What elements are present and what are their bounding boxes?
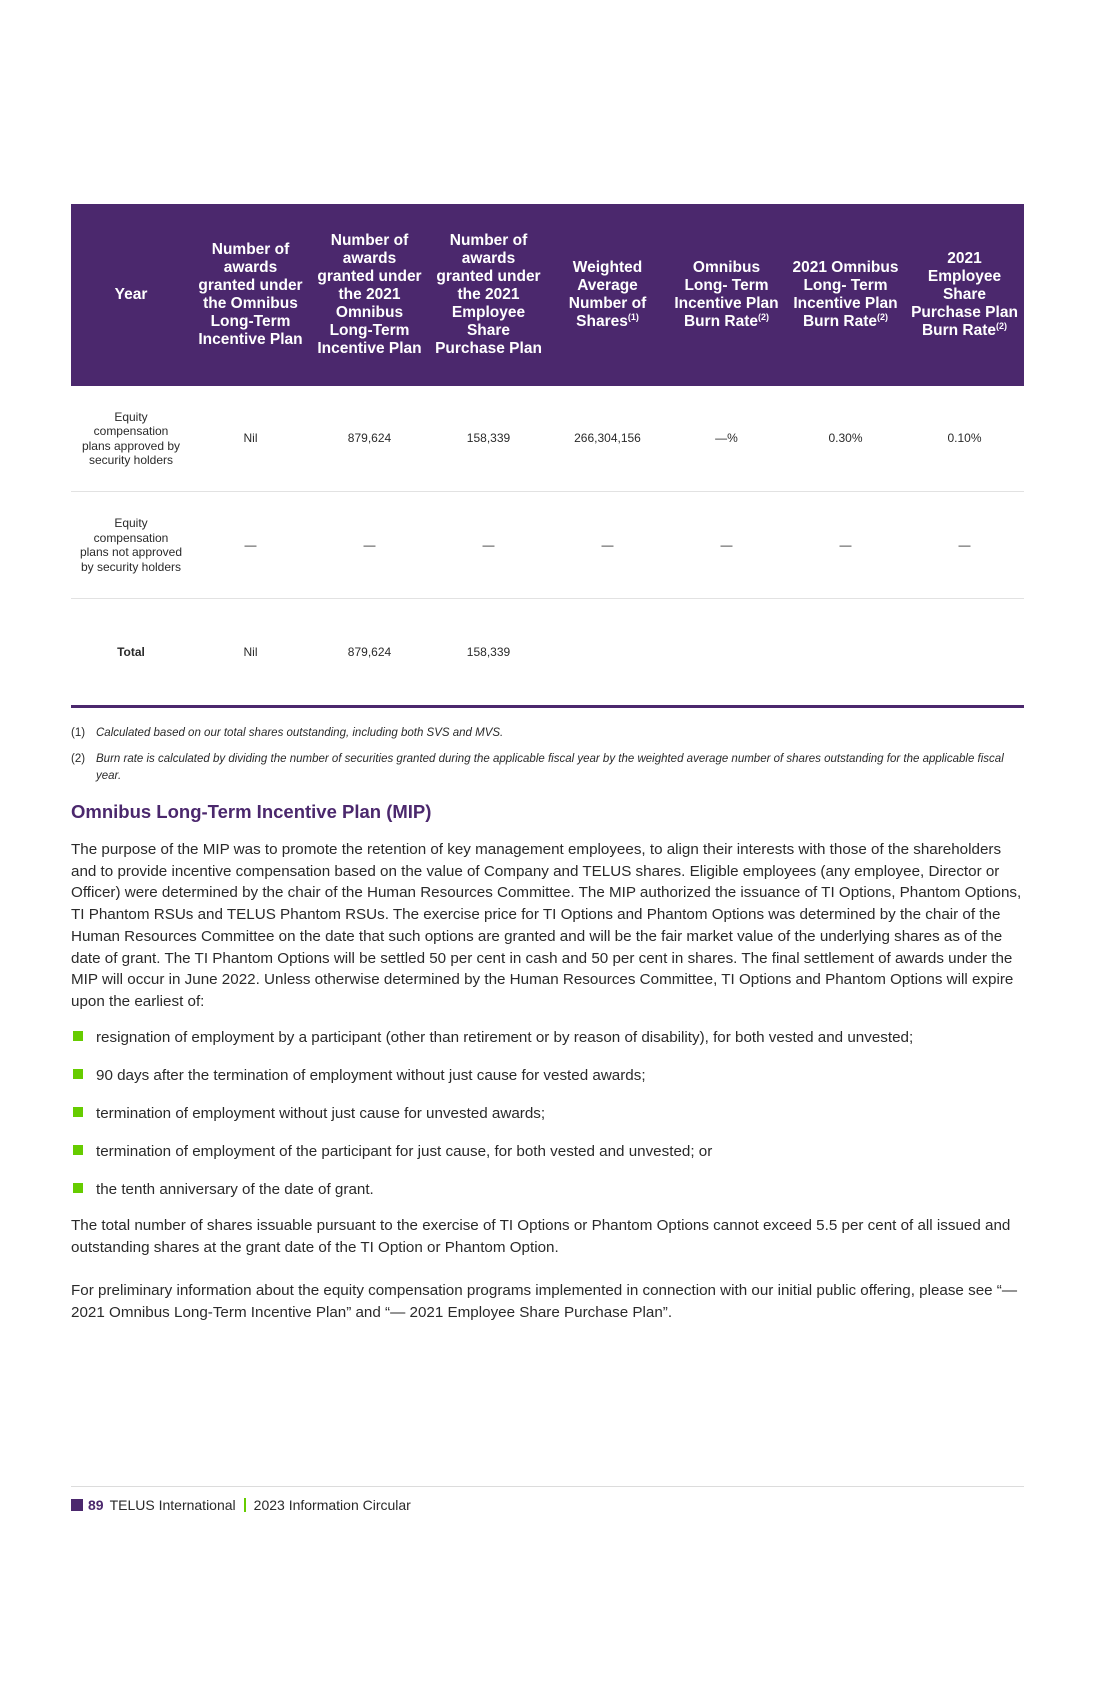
footnote-text: Calculated based on our total shares outstanding, including both SVS and MVS. (96, 727, 504, 739)
table-cell: 0.10% (905, 386, 1024, 492)
header-weighted-average-shares: Weighted Average Number of Shares$^{(1)}$ (548, 204, 667, 386)
table-cell: — (667, 492, 786, 599)
table-cell (548, 599, 667, 707)
table-cell: 158,339 (429, 386, 548, 492)
footnote-ref: (1) (627, 311, 639, 322)
section-title: Omnibus Long-Term Incentive Plan (MIP) (71, 801, 432, 822)
preliminary-info-paragraph: For preliminary information about the equity compensation programs implemented in connection with our initial public offering, please see “— 2021 Omnibus Long-Term Incentive Plan” and “— 2021 Employee Share Purchase Plan”. (71, 1282, 1018, 1321)
table-cell: 879,624 (310, 599, 429, 707)
table-cell: — (548, 492, 667, 599)
page-number: 89 (88, 1497, 104, 1513)
footnote-ref: (2) (996, 320, 1008, 331)
table-cell (786, 599, 905, 707)
header-year: Year (71, 204, 191, 386)
footer-divider (71, 1486, 1024, 1487)
square-bullet-icon (73, 1031, 83, 1041)
table-cell: Nil (191, 599, 310, 707)
list-item: termination of employment of the participant for just cause, for both vested and unvested; or (71, 1141, 1024, 1179)
square-bullet-icon (73, 1145, 83, 1155)
footnote-ref: (2) (877, 311, 889, 322)
header-mip-awards: Number of awards granted under the Omnibus Long-Term Incentive Plan (191, 204, 310, 386)
footer-company: TELUS International (109, 1497, 236, 1513)
table-cell: — (786, 492, 905, 599)
square-bullet-icon (73, 1183, 83, 1193)
header-mip-burn-rate: Omnibus Long- Term Incentive Plan Burn Rate$^{(2)}$ (667, 204, 786, 386)
square-bullet-icon (73, 1107, 83, 1117)
header-2021-omnibus-burn-rate: 2021 Omnibus Long- Term Incentive Plan Burn Rate$^{(2)}$ (786, 204, 905, 386)
footer-doc-title: 2023 Information Circular (253, 1497, 411, 1513)
footnote-text: Burn rate is calculated by dividing the number of securities granted during the applicable fiscal year by the weighted average number of shares outstanding for the applicable fiscal year. (96, 753, 1004, 782)
table-cell (667, 599, 786, 707)
table-cell: — (310, 492, 429, 599)
table-cell: 0.30% (786, 386, 905, 492)
table-cell (905, 599, 1024, 707)
table-cell: Total (71, 599, 191, 707)
share-limit-paragraph: The total number of shares issuable pursuant to the exercise of TI Options or Phantom Options cannot exceed 5.5 per cent of all issued and outstanding shares at the grant date of the TI Option or Phantom Option. (71, 1217, 1011, 1256)
square-bullet-icon (73, 1069, 83, 1079)
table-cell: 158,339 (429, 599, 548, 707)
footnote-number: (2) (71, 753, 86, 765)
table-cell: — (905, 492, 1024, 599)
expiry-conditions-list (71, 1027, 1024, 1217)
table-cell: 266,304,156 (548, 386, 667, 492)
table-cell: Nil (191, 386, 310, 492)
table-row (71, 492, 1024, 599)
header-2021-omnibus-awards: Number of awards granted under the 2021 Omnibus Long-Term Incentive Plan (310, 204, 429, 386)
table-row (71, 386, 1024, 492)
table-footnotes (71, 725, 1024, 794)
list-item: resignation of employment by a participant (other than retirement or by reason of disability), for both vested and unvested; (71, 1027, 1024, 1065)
footnote-number: (1) (71, 727, 86, 739)
header-2021-espp-burn-rate: 2021 Employee Share Purchase Plan Burn Rate$^{(2)}$ (905, 204, 1024, 386)
table-total-row (71, 599, 1024, 707)
header-2021-espp-awards: Number of awards granted under the 2021 Employee Share Purchase Plan (429, 204, 548, 386)
list-item: the tenth anniversary of the date of grant. (71, 1179, 1024, 1217)
brand-square-icon (71, 1499, 83, 1511)
table-cell: — (191, 492, 310, 599)
document-page (71, 0, 1024, 1699)
equity-compensation-table (71, 204, 1024, 708)
list-item: 90 days after the termination of employment without just cause for vested awards; (71, 1065, 1024, 1103)
table-header-row (71, 204, 1024, 386)
table-cell: 879,624 (310, 386, 429, 492)
table-cell: Equity compensation plans not approved by security holders (71, 492, 191, 599)
footer-separator (244, 1498, 246, 1512)
section-intro-paragraph: The purpose of the MIP was to promote the retention of key management employees, to align their interests with those of the shareholders and to provide incentive compensation based on the value of Company and TELUS shares. Eligible employees (any employee, Director or Officer) were determined by the chair of the Human Resources Committee. The MIP authorized the issuance of TI Options, Phantom Options, TI Phantom RSUs and TELUS Phantom RSUs. The exercise price for TI Options and Phantom Options was determined by the chair of the Human Resources Committee on the date that such options are granted and will be the fair market value of the underlying shares as of the date of grant. The TI Phantom Options will be settled 50 per cent in cash and 50 per cent in shares. The final settlement of awards under the MIP will occur in June 2022. Unless otherwise determined by the Human Resources Committee, TI Options and Phantom Options will expire upon the earliest of: (71, 841, 1022, 1010)
table-cell: — (429, 492, 548, 599)
list-item: termination of employment without just cause for unvested awards; (71, 1103, 1024, 1141)
table-cell: Equity compensation plans approved by security holders (71, 386, 191, 492)
footnote-ref: (2) (758, 311, 770, 322)
page-footer (71, 1496, 411, 1514)
footnote-2 (71, 751, 1024, 785)
table-cell: —% (667, 386, 786, 492)
footnote-1 (71, 725, 1024, 742)
